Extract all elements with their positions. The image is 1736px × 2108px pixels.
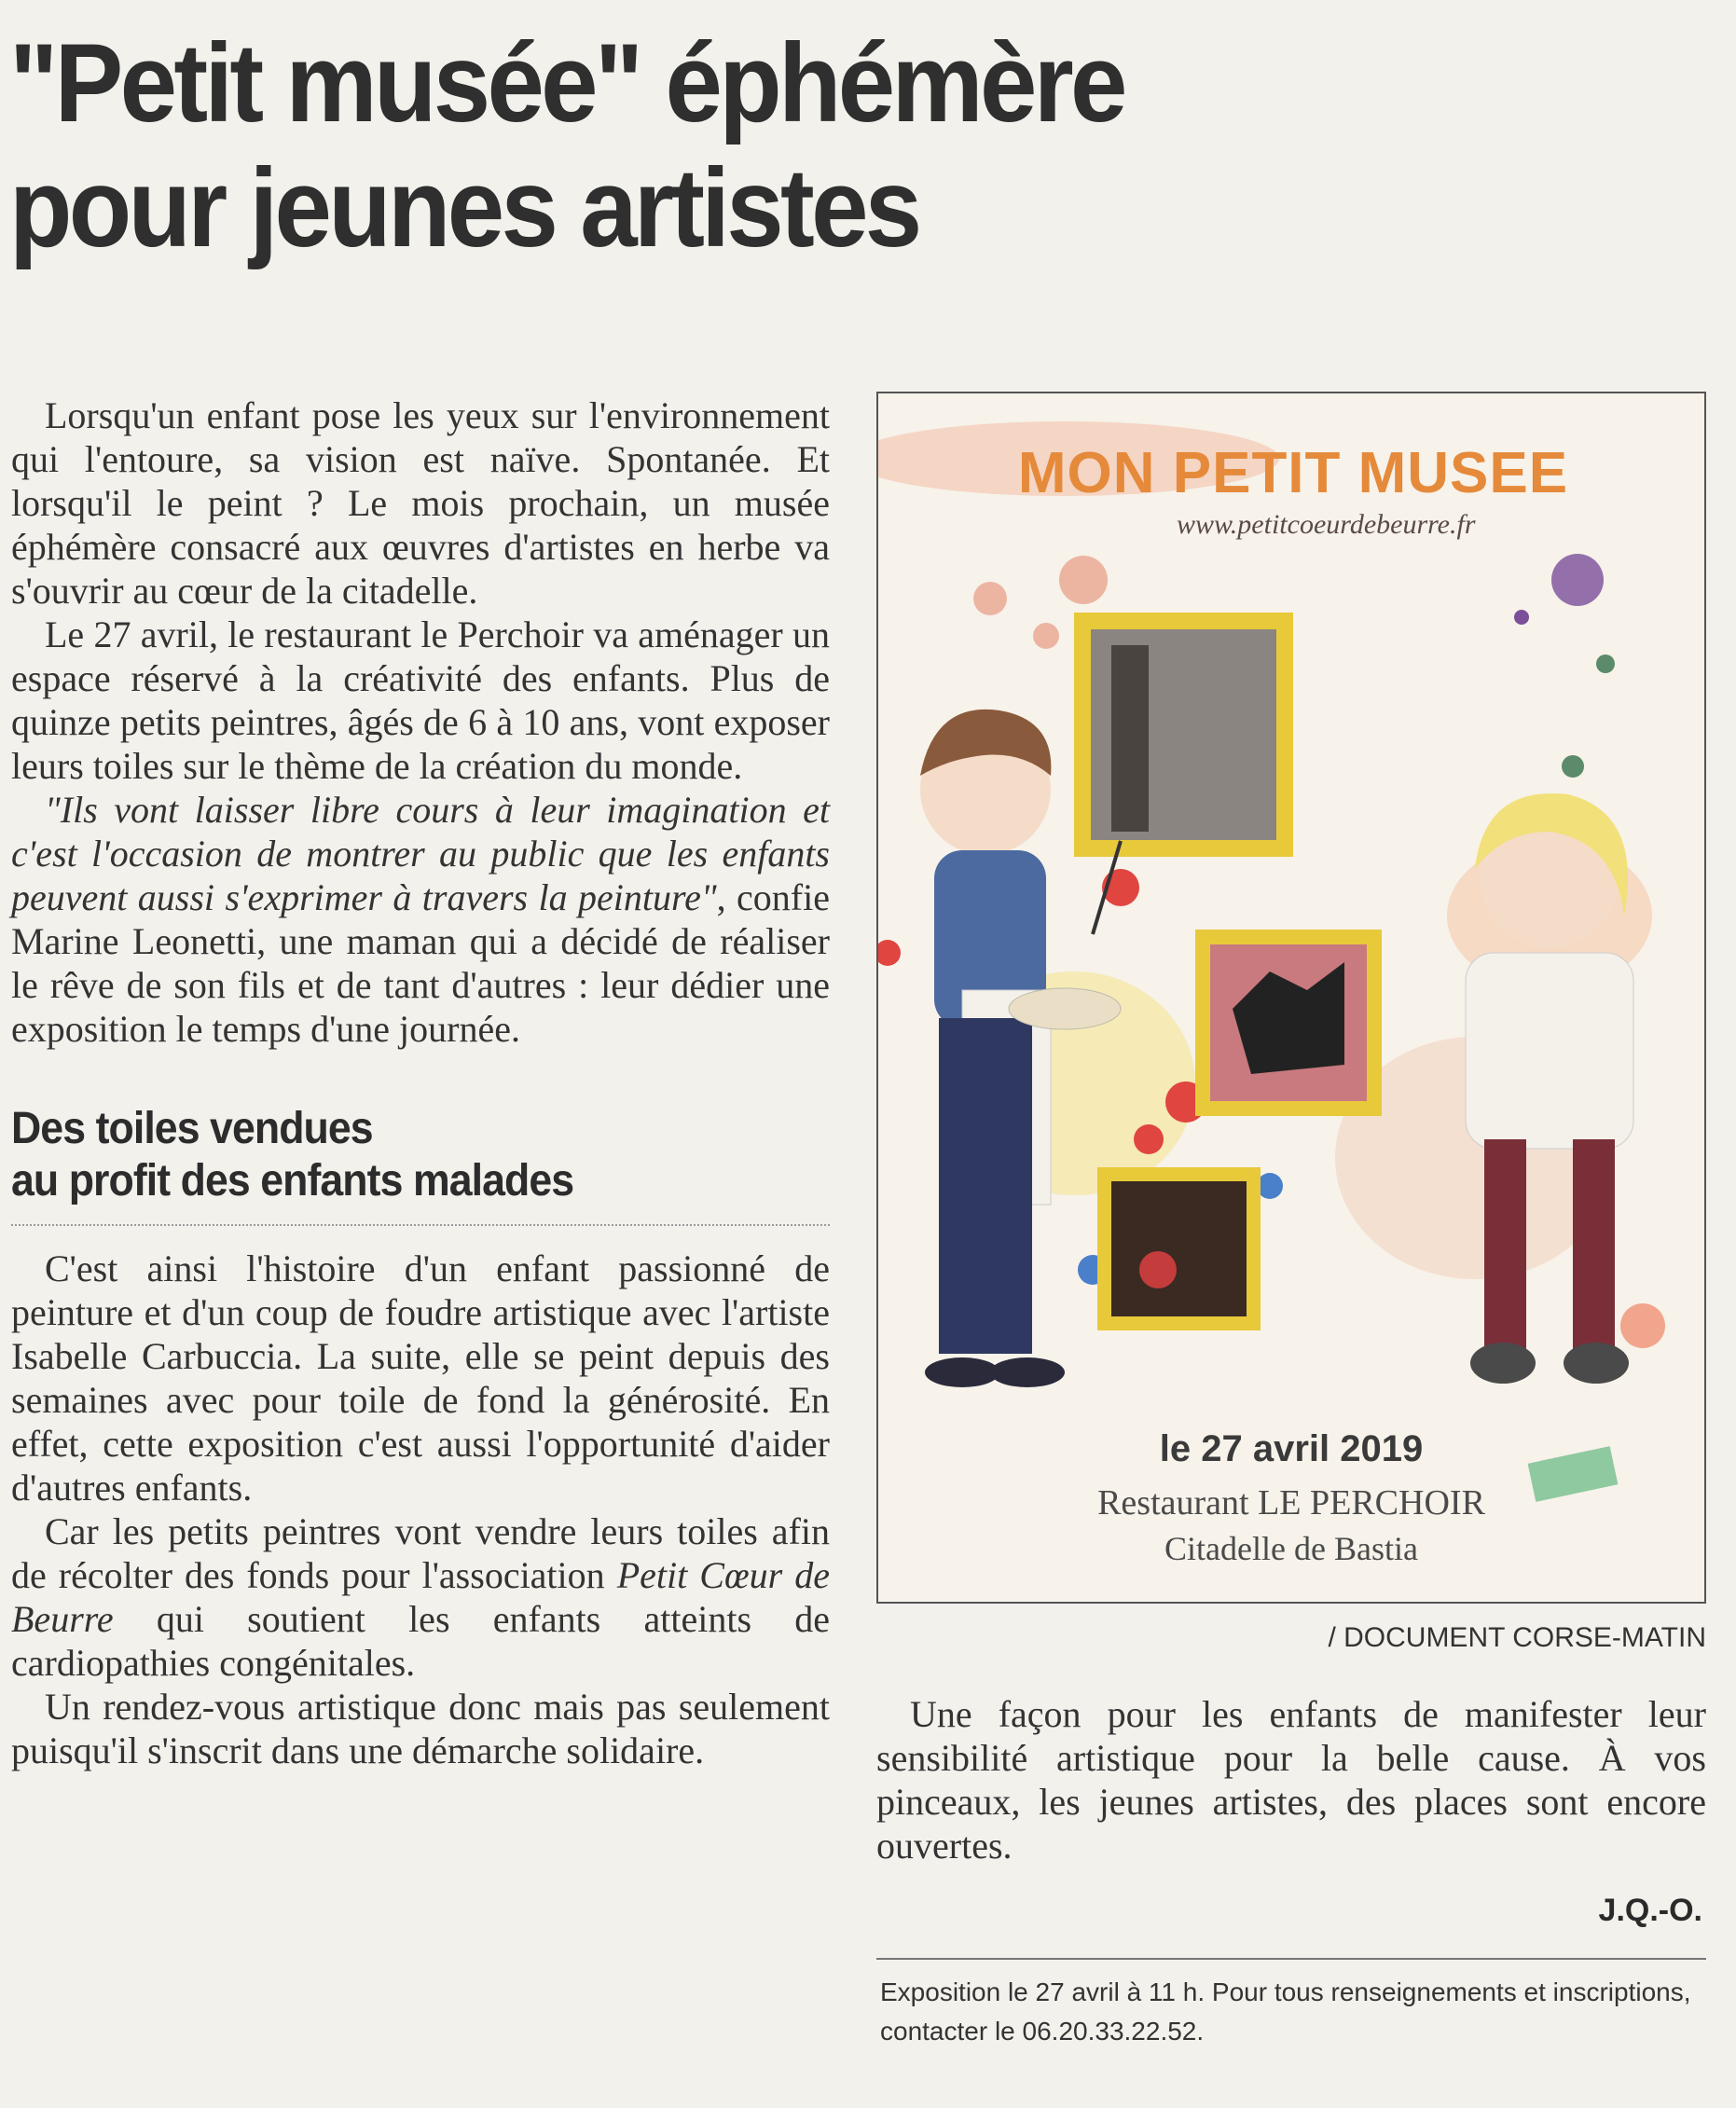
- sale-text-after: qui soutient les enfants atteints de cardiopathies congénitales.: [11, 1598, 830, 1684]
- headline-line-2: pour jeunes artistes: [9, 145, 919, 270]
- girl-leg-left: [1484, 1139, 1526, 1354]
- splash-green-dot: [1596, 654, 1615, 673]
- subheading: [11, 1103, 773, 1207]
- paragraph-sale: [11, 1509, 830, 1685]
- painting-bottom-flower: [1139, 1251, 1177, 1288]
- subheading-line-1: Des toiles vendues: [11, 1104, 373, 1153]
- info-divider: [876, 1958, 1706, 1960]
- splash-blue-3: [1257, 1173, 1283, 1199]
- author-signature: J.Q.-O.: [1598, 1893, 1702, 1928]
- poster-date: le 27 avril 2019: [1159, 1428, 1424, 1469]
- splash-green-2: [1562, 755, 1584, 778]
- paragraph-intro-2: Le 27 avril, le restaurant le Perchoir va aménager un espace réservé à la créativité des enfants. Plus de quinze petits peintres, âgés de 6 à 10 ans, vont exposer leurs toiles sur le thème de la création du monde.: [11, 613, 830, 787]
- boy-leg-right: [985, 1018, 1032, 1354]
- splash-salmon-3: [1033, 623, 1059, 649]
- quote-attribution: , confie Marine Leonetti, une maman qui a décidé de réaliser le rêve de son fils et de tant d'autres : leur dédier une exposition le temps d'une journée.: [11, 876, 830, 1050]
- paragraph-closing: Une façon pour les enfants de manifester leur sensibilité artistique pour la belle cause. À vos pinceaux, les jeunes artistes, des places sont encore ouvertes.: [876, 1693, 1706, 1867]
- poster-venue: Restaurant LE PERCHOIR: [1097, 1483, 1485, 1522]
- headline: [9, 21, 1570, 270]
- info-box: Exposition le 27 avril à 11 h. Pour tous renseignements et inscriptions, contacter le 06.20.33.22.52.: [880, 1977, 1691, 2046]
- subheading-line-2: au profit des enfants malades: [11, 1156, 574, 1206]
- poster-city: Citadelle de Bastia: [1164, 1530, 1418, 1567]
- splash-purple-dot: [1514, 610, 1529, 625]
- painting-bottom: [1111, 1181, 1247, 1316]
- poster-title: MON PETIT MUSEE: [1017, 441, 1569, 505]
- painting-top-stroke: [1111, 645, 1149, 832]
- poster-illustration: [878, 393, 1706, 1604]
- paragraph-solidaire: Un rendez-vous artistique donc mais pas seulement puisqu'il s'inscrit dans une démarche solidaire.: [11, 1686, 830, 1771]
- quote-text: "Ils vont laisser libre cours à leur imagination et c'est l'occasion de montrer au public que les enfants peuvent aussi s'exprimer à travers la peinture": [11, 789, 830, 918]
- splash-red-4: [1134, 1124, 1164, 1154]
- section-divider: [11, 1224, 830, 1226]
- article-right-column: [876, 1692, 1706, 1867]
- splash-red-6: [878, 940, 901, 966]
- splash-salmon-2: [973, 582, 1007, 615]
- photo-credit: / DOCUMENT CORSE-MATIN: [1328, 1622, 1706, 1653]
- headline-line-1: "Petit musée" éphémère: [9, 21, 1124, 145]
- girl-leg-right: [1573, 1139, 1615, 1354]
- paragraph-story: C'est ainsi l'histoire d'un enfant passionné de peinture et d'un coup de foudre artistique avec l'artiste Isabelle Carbuccia. La suite, elle se peint depuis des semaines avec pour toile de fond la générosité. En effet, cette exposition c'est aussi l'opportunité d'aider d'autres enfants.: [11, 1247, 830, 1509]
- paragraph-intro-1: Lorsqu'un enfant pose les yeux sur l'environnement qui l'entoure, sa vision est naïve. Spontanée. Et lorsqu'il le peint ? Le mois prochain, un musée éphémère consacré aux œuvres d'artistes en herbe va s'ouvrir au cœur de la citadelle.: [11, 394, 830, 612]
- event-poster: [876, 392, 1706, 1604]
- sale-text-before: Car les petits peintres vont vendre leurs toiles afin de récolter des fonds pour l'association: [11, 1510, 830, 1596]
- splash-purple: [1551, 554, 1604, 606]
- boy-shoe-left: [925, 1357, 999, 1387]
- boy-shoe-right: [990, 1357, 1065, 1387]
- paint-palette: [1009, 988, 1121, 1029]
- boy-leg-left: [939, 1018, 985, 1354]
- girl-apron: [1466, 953, 1633, 1149]
- girl-shoe-left: [1470, 1343, 1536, 1384]
- article-left-column: [11, 393, 830, 1772]
- splash-salmon-1: [1059, 556, 1108, 604]
- paragraph-quote: [11, 788, 830, 1051]
- girl-shoe-right: [1564, 1343, 1629, 1384]
- splash-salmon-4: [1620, 1303, 1665, 1348]
- association-name: Petit Cœur de Beurre: [11, 1554, 830, 1640]
- poster-website: www.petitcoeurdebeurre.fr: [1177, 509, 1476, 540]
